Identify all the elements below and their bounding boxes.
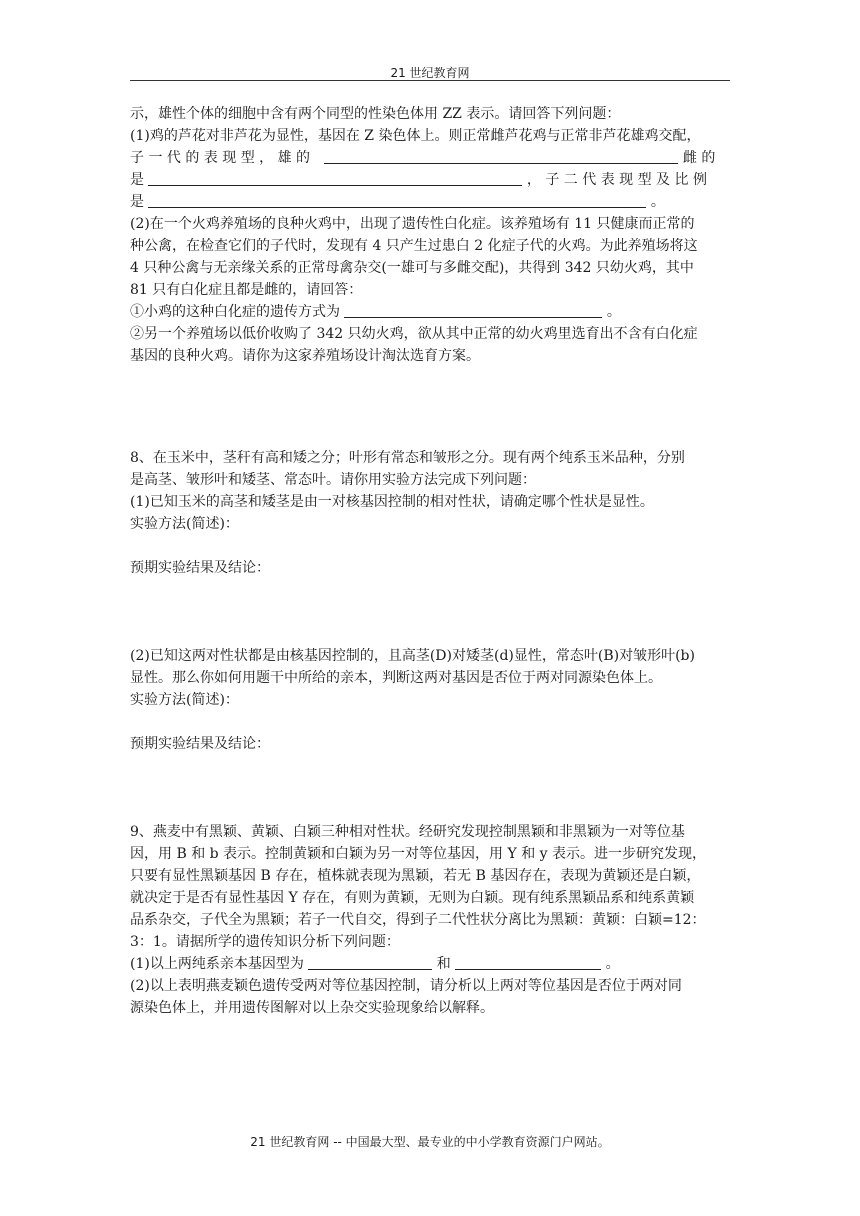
q7-line-5 — [130, 191, 730, 213]
q7-line-1: 示，雄性个体的细胞中含有两个同型的性染色体用 ZZ 表示。请回答下列问题： — [130, 106, 621, 122]
q7-line-4 — [130, 169, 730, 191]
q7-line-9: 81 只有白化症且都是雌的，请回答： — [130, 282, 363, 298]
q8-line-4: 实验方法(简述)： — [130, 516, 239, 532]
q7-line-10-text-b: 。 — [606, 304, 621, 320]
q7-line-6: (2)在一个火鸡养殖场的良种火鸡中，出现了遗传性白化症。该养殖场有 11 只健康而正常的 — [130, 216, 695, 232]
q8-line-8: 实验方法(简述)： — [130, 692, 239, 708]
page-header: 21 世纪教育网 — [390, 66, 470, 80]
q8-line-7: 显性。那么你如何用题干中所给的亲本，判断这两对基因是否位于两对同源染色体上。 — [130, 670, 662, 686]
q9-line-7 — [130, 953, 730, 975]
q9-line-9: 源染色体上，并用遗传图解对以上杂交实验现象给以解释。 — [130, 1000, 494, 1016]
q7-line-11: ②另一个养殖场以低价收购了 342 只幼火鸡，欲从其中正常的幼火鸡里选育出不含有白化症 — [130, 326, 698, 342]
answer-blank-inheritance-mode[interactable] — [344, 303, 602, 318]
q8-line-6: (2)已知这两对性状都是由核基因控制的，且高茎(D)对矮茎(d)显性，常态叶(B)对皱形叶(b) — [130, 648, 695, 664]
answer-blank-parent-genotype-2[interactable] — [455, 955, 601, 970]
answer-blank-parent-genotype-1[interactable] — [308, 955, 432, 970]
q9-line-2: 因，用 B 和 b 表示。控制黄颖和白颖为另一对等位基因，用 Y 和 y 表示。进一步研究发现， — [130, 846, 707, 862]
q7-line-7: 种公禽，在检查它们的子代时，发现有 4 只产生过患白 2 化症子代的火鸡。为此养殖场将这 — [130, 238, 698, 254]
q8-line-1: 8、在玉米中，茎秆有高和矮之分；叶形有常态和皱形之分。现有两个纯系玉米品种，分别 — [130, 450, 685, 466]
q7-line-3-text-b: 雌 的 — [682, 150, 716, 166]
q9-line-7-text-a: (1)以上两纯系亲本基因型为 — [130, 956, 304, 972]
answer-blank-f2-ratio[interactable] — [148, 193, 646, 208]
q8-line-9: 预期实验结果及结论： — [130, 736, 270, 752]
q7-line-2: (1)鸡的芦花对非芦花为显性，基因在 Z 染色体上。则正常雌芦花鸡与正常非芦花雄鸡交配， — [130, 128, 701, 144]
q8-line-5: 预期实验结果及结论： — [130, 560, 270, 576]
q7-line-10-text-a: ①小鸡的这种白化症的遗传方式为 — [130, 304, 340, 320]
q7-line-5-text-a: 是 — [130, 194, 144, 210]
q7-line-3-text-a: 子 一 代 的 表 现 型 ， 雄 的 — [130, 150, 311, 166]
header-rule — [130, 80, 730, 81]
page-footer: 21 世纪教育网 -- 中国最大型、最专业的中小学教育资源门户网站。 — [250, 1135, 610, 1149]
q9-line-7-text-b: 和 — [436, 956, 451, 972]
q7-line-5-text-b: 。 — [650, 194, 665, 210]
q7-line-4-text-a: 是 — [130, 172, 144, 188]
q9-line-1: 9、燕麦中有黑颖、黄颖、白颖三种相对性状。经研究发现控制黑颖和非黑颖为一对等位基 — [130, 824, 685, 840]
answer-blank-female-phenotype[interactable] — [148, 171, 522, 186]
q9-line-7-text-c: 。 — [605, 956, 620, 972]
q8-line-2: 是高茎、皱形叶和矮茎、常态叶。请你用实验方法完成下列问题： — [130, 472, 536, 488]
q9-line-3: 只要有显性黑颖基因 B 存在，植株就表现为黑颖，若无 B 基因存在，表现为黄颖还是白颖， — [130, 868, 701, 884]
q9-line-8: (2)以上表明燕麦颖色遗传受两对等位基因控制，请分析以上两对等位基因是否位于两对同 — [130, 978, 682, 994]
q7-line-3 — [130, 147, 730, 169]
q9-line-5: 品系杂交，子代全为黑颖；若子一代自交，得到子二代性状分离比为黑颖：黄颖：白颖=12： — [130, 912, 706, 928]
answer-blank-male-phenotype[interactable] — [324, 149, 678, 164]
q7-line-10 — [130, 301, 730, 323]
q9-line-4: 就决定于是否有显性基因 Y 存在，有则为黄颖，无则为白颖。现有纯系黑颖品系和纯系黄颖 — [130, 890, 695, 906]
document-body — [130, 103, 730, 1019]
q7-line-4-text-b: ， 子 二 代 表 现 型 及 比 例 — [526, 172, 707, 188]
q7-line-8: 4 只种公禽与无亲缘关系的正常母禽杂交(一雄可与多雌交配)，共得到 342 只幼火鸡，其中 — [130, 260, 694, 276]
q8-line-3: (1)已知玉米的高茎和矮茎是由一对核基因控制的相对性状，请确定哪个性状是显性。 — [130, 494, 654, 510]
q7-line-12: 基因的良种火鸡。请你为这家养殖场设计淘汰选育方案。 — [130, 348, 480, 364]
q9-line-6: 3：1。请据所学的遗传知识分析下列问题： — [130, 934, 400, 950]
